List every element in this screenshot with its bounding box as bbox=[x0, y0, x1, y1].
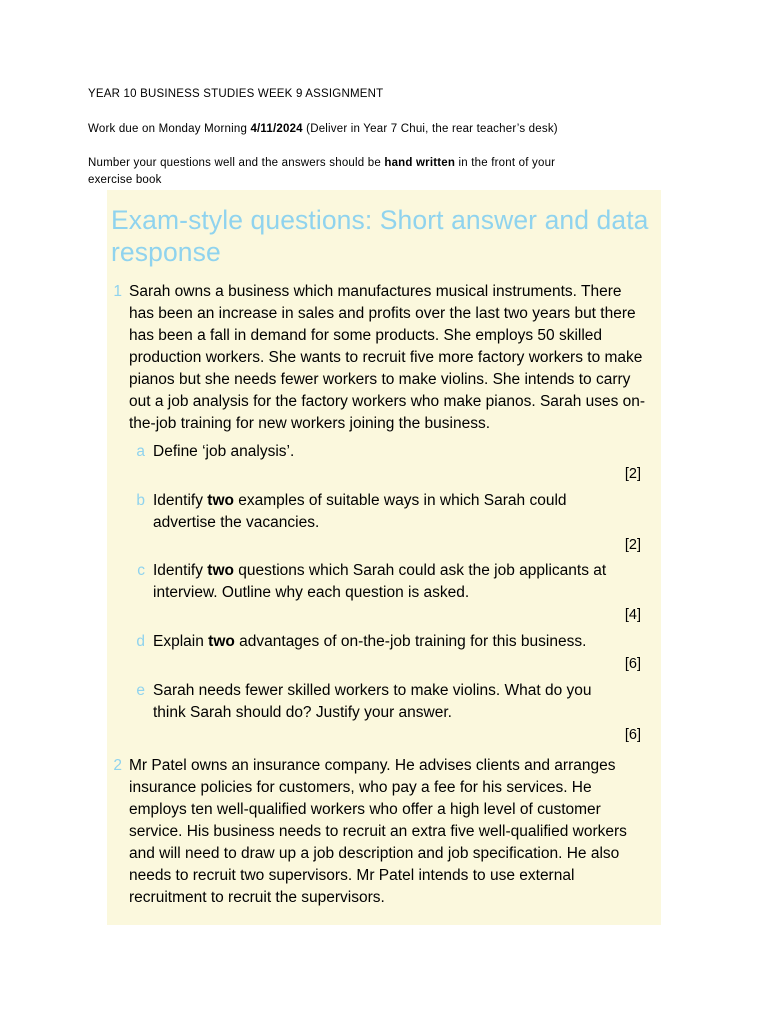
question-1-part-b bbox=[107, 490, 653, 534]
part-d-text bbox=[153, 631, 653, 653]
header-title-line: YEAR 10 BUSINESS STUDIES WEEK 9 ASSIGNMENT bbox=[88, 88, 384, 100]
instruction-prefix: Number your questions well and the answers should be bbox=[88, 157, 385, 170]
question-1-stem: Sarah owns a business which manufactures musical instruments. There has been an increase in sales and profits over the last two years but there has been a fall in demand for some products. She employs 50 skilled production workers. She wants to recruit five more factory workers to make pianos but she needs fewer workers to make violins. She intends to carry out a job analysis for the factory workers who make pianos. Sarah uses on-the-job training for new workers joining the business. bbox=[129, 282, 646, 432]
part-e-text-before: Sarah needs fewer skilled workers to make violins. What do you think Sarah should do? Justify your answer. bbox=[153, 682, 592, 722]
question-2-stem: Mr Patel owns an insurance company. He advises clients and arranges insurance policies for customers, who pay a fee for his services. He employs ten well-qualified workers who offer a high level of customer service. His business needs to recruit an extra five well-qualified workers and will need to draw up a job description and job specification. He also needs to recruit two supervisors. Mr Patel intends to use external recruitment to recruit the supervisors. bbox=[129, 756, 627, 906]
part-d-bold: two bbox=[208, 633, 235, 651]
question-1-part-e bbox=[107, 680, 653, 724]
question-1-part-a bbox=[107, 441, 653, 463]
instruction-suffix: in the front of your bbox=[455, 157, 556, 170]
part-d-text-before: Explain bbox=[153, 633, 209, 651]
part-b-bold: two bbox=[207, 491, 234, 509]
part-d-marks: [6] bbox=[624, 656, 641, 673]
part-a-text-before: Define ‘job analysis’. bbox=[153, 442, 295, 460]
question-1-parts bbox=[107, 441, 653, 745]
part-c-bold: two bbox=[207, 562, 234, 580]
part-d-text-after: advantages of on-the-job training for this business. bbox=[234, 633, 587, 651]
part-e-text bbox=[153, 680, 653, 724]
question-1-number: 1 bbox=[113, 282, 122, 300]
part-c-text-after: questions which Sarah could ask the job applicants at interview. Outline why each question is asked. bbox=[153, 562, 607, 602]
part-c-text bbox=[153, 560, 653, 604]
page-title: Exam-style questions: Short answer and data response bbox=[111, 205, 649, 268]
part-c-text-before: Identify bbox=[153, 562, 208, 580]
part-a-marks: [2] bbox=[624, 465, 641, 482]
part-b-text bbox=[153, 490, 653, 534]
question-1-part-c bbox=[107, 560, 653, 604]
question-2-number: 2 bbox=[113, 756, 122, 774]
part-d-letter: d bbox=[136, 633, 145, 651]
part-e-marks: [6] bbox=[624, 727, 641, 744]
due-text-suffix: (Deliver in Year 7 Chui, the rear teacher’s desk) bbox=[302, 122, 558, 135]
assignment-header bbox=[88, 86, 678, 207]
header-due-line bbox=[88, 121, 678, 138]
part-b-text-before: Identify bbox=[153, 491, 208, 509]
question-1-stem-row bbox=[107, 281, 653, 435]
part-c-marks: [4] bbox=[624, 607, 641, 624]
question-2-stem-row bbox=[107, 755, 653, 909]
part-b-letter: b bbox=[136, 491, 145, 509]
part-a-text bbox=[153, 441, 653, 463]
instruction-bold: hand written bbox=[384, 157, 456, 170]
header-instruction-line-2: exercise book bbox=[88, 174, 162, 187]
part-b-text-after: examples of suitable ways in which Sarah could advertise the vacancies. bbox=[153, 491, 567, 531]
part-a-letter: a bbox=[136, 442, 145, 460]
exam-questions-panel bbox=[107, 190, 661, 925]
question-block-1 bbox=[107, 281, 653, 745]
due-date: 4/11/2024 bbox=[250, 122, 303, 135]
part-c-letter: c bbox=[137, 562, 145, 580]
header-instruction-line bbox=[88, 155, 678, 172]
part-b-marks: [2] bbox=[624, 536, 641, 553]
question-1-part-d bbox=[107, 631, 653, 653]
question-spacer bbox=[107, 747, 653, 755]
question-block-2 bbox=[107, 755, 653, 909]
due-text-prefix: Work due on Monday Morning bbox=[88, 122, 251, 135]
part-e-letter: e bbox=[136, 682, 145, 700]
